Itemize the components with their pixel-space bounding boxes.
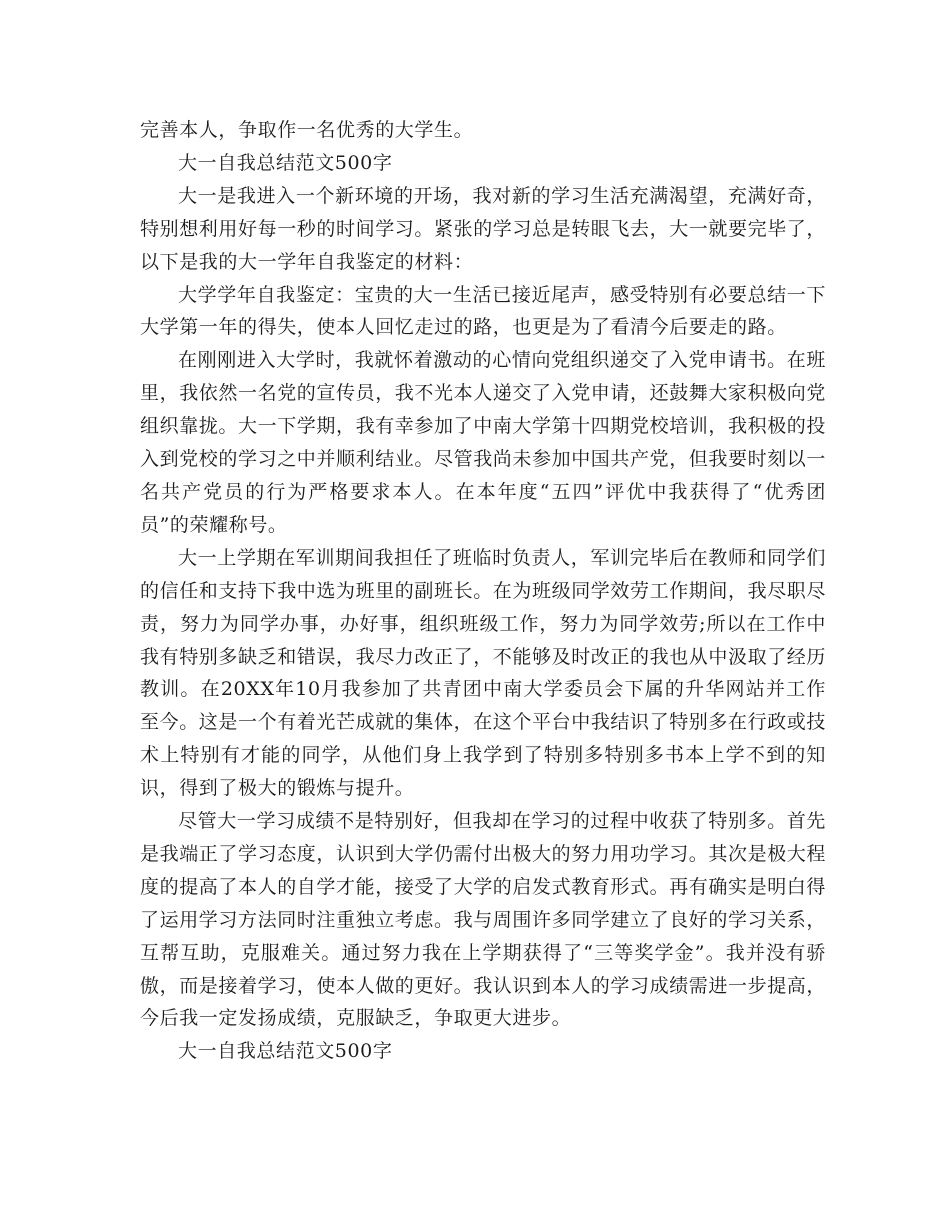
- paragraph-intro: 大一是我进入一个新环境的开场，我对新的学习生活充满渴望，充满好奇，特别想利用好每一秒的时间学习。紧张的学习总是转眼飞去，大一就要完毕了，以下是我的大一学年自我鉴定的材料：: [140, 184, 827, 273]
- paragraph-self-assessment: 大学学年自我鉴定：宝贵的大一生活已接近尾声，感受特别有必要总结一下大学第一年的得失，使本人回忆走过的路，也更是为了看清今后要走的路。: [140, 283, 826, 339]
- paragraph-party: 在刚刚进入大学时，我就怀着激动的心情向党组织递交了入党申请书。在班里，我依然一名党的宣传员，我不光本人递交了入党申请，还鼓舞大家积极向党组织靠拢。大一下学期，我有幸参加了中南大学第十四期党校培训，我积极的投入到党校的学习之中并顺利结业。尽管我尚未参加中国共产党，但我要时刻以一名共产党员的行为严格要求本人。在本年度“五四”评优中我获得了“优秀团员”的荣耀称号。: [140, 349, 827, 536]
- section-heading-repeat: 大一自我总结范文500字: [178, 1040, 393, 1063]
- paragraph-continuation: 完善本人，争取作一名优秀的大学生。: [140, 119, 474, 141]
- paragraph-class-work: 大一上学期在军训期间我担任了班临时负责人，军训完毕后在教师和同学们的信任和支持下我中选为班里的副班长。在为班级同学效劳工作期间，我尽职尽责，努力为同学办事，办好事，组织班级工作，努力为同学效劳;所以在工作中我有特别多缺乏和错误，我尽力改正了，不能够及时改正的我也从中汲取了经历教训。在20XX年10月我参加了共青团中南大学委员会下属的升华网站并工作至今。这是一个有着光芒成就的集体，在这个平台中我结识了特别多在行政或技术上特别有才能的同学，从他们身上我学到了特别多特别多书本上学不到的知识，得到了极大的锻炼与提升。: [140, 546, 827, 800]
- paragraph-study: 尽管大一学习成绩不是特别好，但我却在学习的过程中收获了特别多。首先是我端正了学习态度，认识到大学仍需付出极大的努力用功学习。其次是极大程度的提高了本人的自学才能，接受了大学的启发式教育形式。再有确实是明白得了运用学习方法同时注重独立考虑。我与周围许多同学建立了良好的学习关系，互帮互助，克服难关。通过努力我在上学期获得了“三等奖学金”。我并没有骄傲，而是接着学习，使本人做的更好。我认识到本人的学习成绩需进一步提高，今后我一定发扬成绩，克服缺乏，争取更大进步。: [140, 810, 827, 1030]
- section-heading: 大一自我总结范文500字: [178, 151, 393, 174]
- document-body: [140, 114, 826, 1068]
